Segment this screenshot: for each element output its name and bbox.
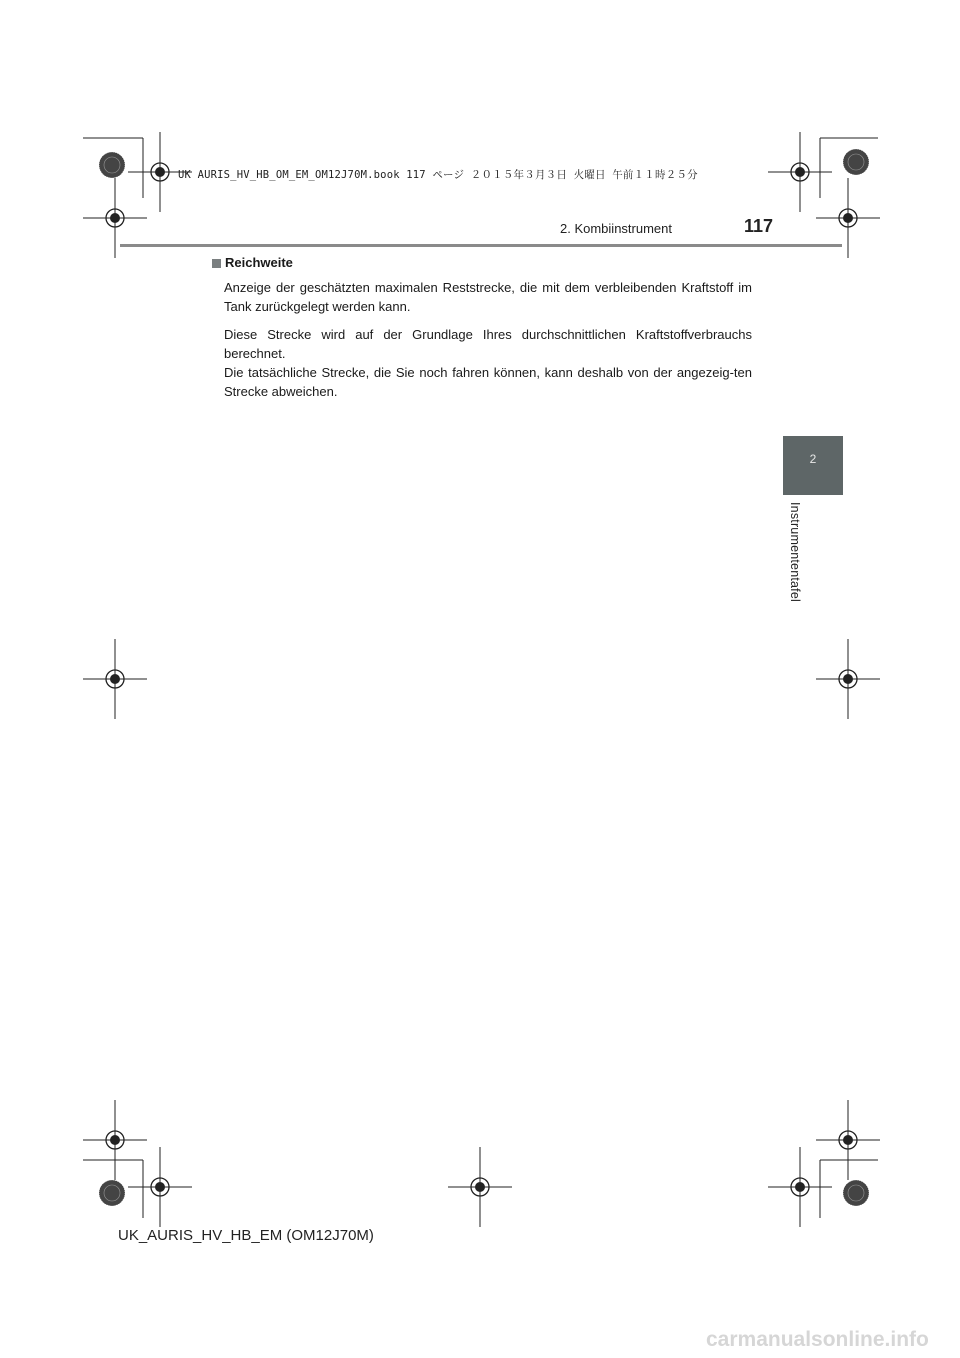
paragraph: Anzeige der geschätzten maximalen Reststrecke, die mit dem verbleibenden Kraftstoff im Tank zurückgelegt werden kann. bbox=[224, 280, 752, 314]
paragraph-line: Diese Strecke wird auf der Grundlage Ihres durchschnittlichen Kraftstoffverbrauchs berechnet. bbox=[224, 327, 752, 361]
chapter-side-label: Instrumententafel bbox=[788, 502, 802, 602]
sunburst-mark-bottom-left bbox=[99, 1180, 125, 1206]
print-book-line: UK AURIS_HV_HB_OM_EM_OM12J70M.book 117 ページ ２０１５年３月３日 火曜日 午前１１時２５分 bbox=[178, 169, 698, 181]
section-heading-text: Reichweite bbox=[225, 255, 293, 270]
sunburst-mark-top-left bbox=[99, 152, 125, 178]
section-reichweite bbox=[212, 254, 752, 401]
crosshair-mark bbox=[768, 132, 832, 212]
crosshair-mark bbox=[448, 1147, 512, 1227]
crosshair-mark bbox=[128, 1147, 192, 1227]
chapter-tab-number: 2 bbox=[809, 452, 817, 466]
header-rule bbox=[120, 244, 842, 247]
watermark: carmanualsonline.info bbox=[706, 1328, 929, 1351]
crosshair-mark bbox=[816, 1100, 880, 1180]
chapter-title: 2. Kombiinstrument bbox=[560, 221, 672, 236]
crosshair-mark bbox=[83, 639, 147, 719]
crosshair-mark bbox=[768, 1147, 832, 1227]
section-heading bbox=[212, 254, 752, 272]
crosshair-mark bbox=[83, 1100, 147, 1180]
sunburst-mark-top-right bbox=[843, 149, 869, 175]
square-bullet-icon bbox=[212, 259, 221, 268]
paragraph-line: Die tatsächliche Strecke, die Sie noch fahren können, kann deshalb von der angezeig-ten Strecke abweichen. bbox=[224, 365, 752, 399]
page-number: 117 bbox=[744, 216, 774, 236]
paragraph bbox=[224, 325, 752, 401]
footer-doc-code: UK_AURIS_HV_HB_EM (OM12J70M) bbox=[118, 1227, 374, 1244]
sunburst-mark-bottom-right bbox=[843, 1180, 869, 1206]
crosshair-mark bbox=[816, 639, 880, 719]
